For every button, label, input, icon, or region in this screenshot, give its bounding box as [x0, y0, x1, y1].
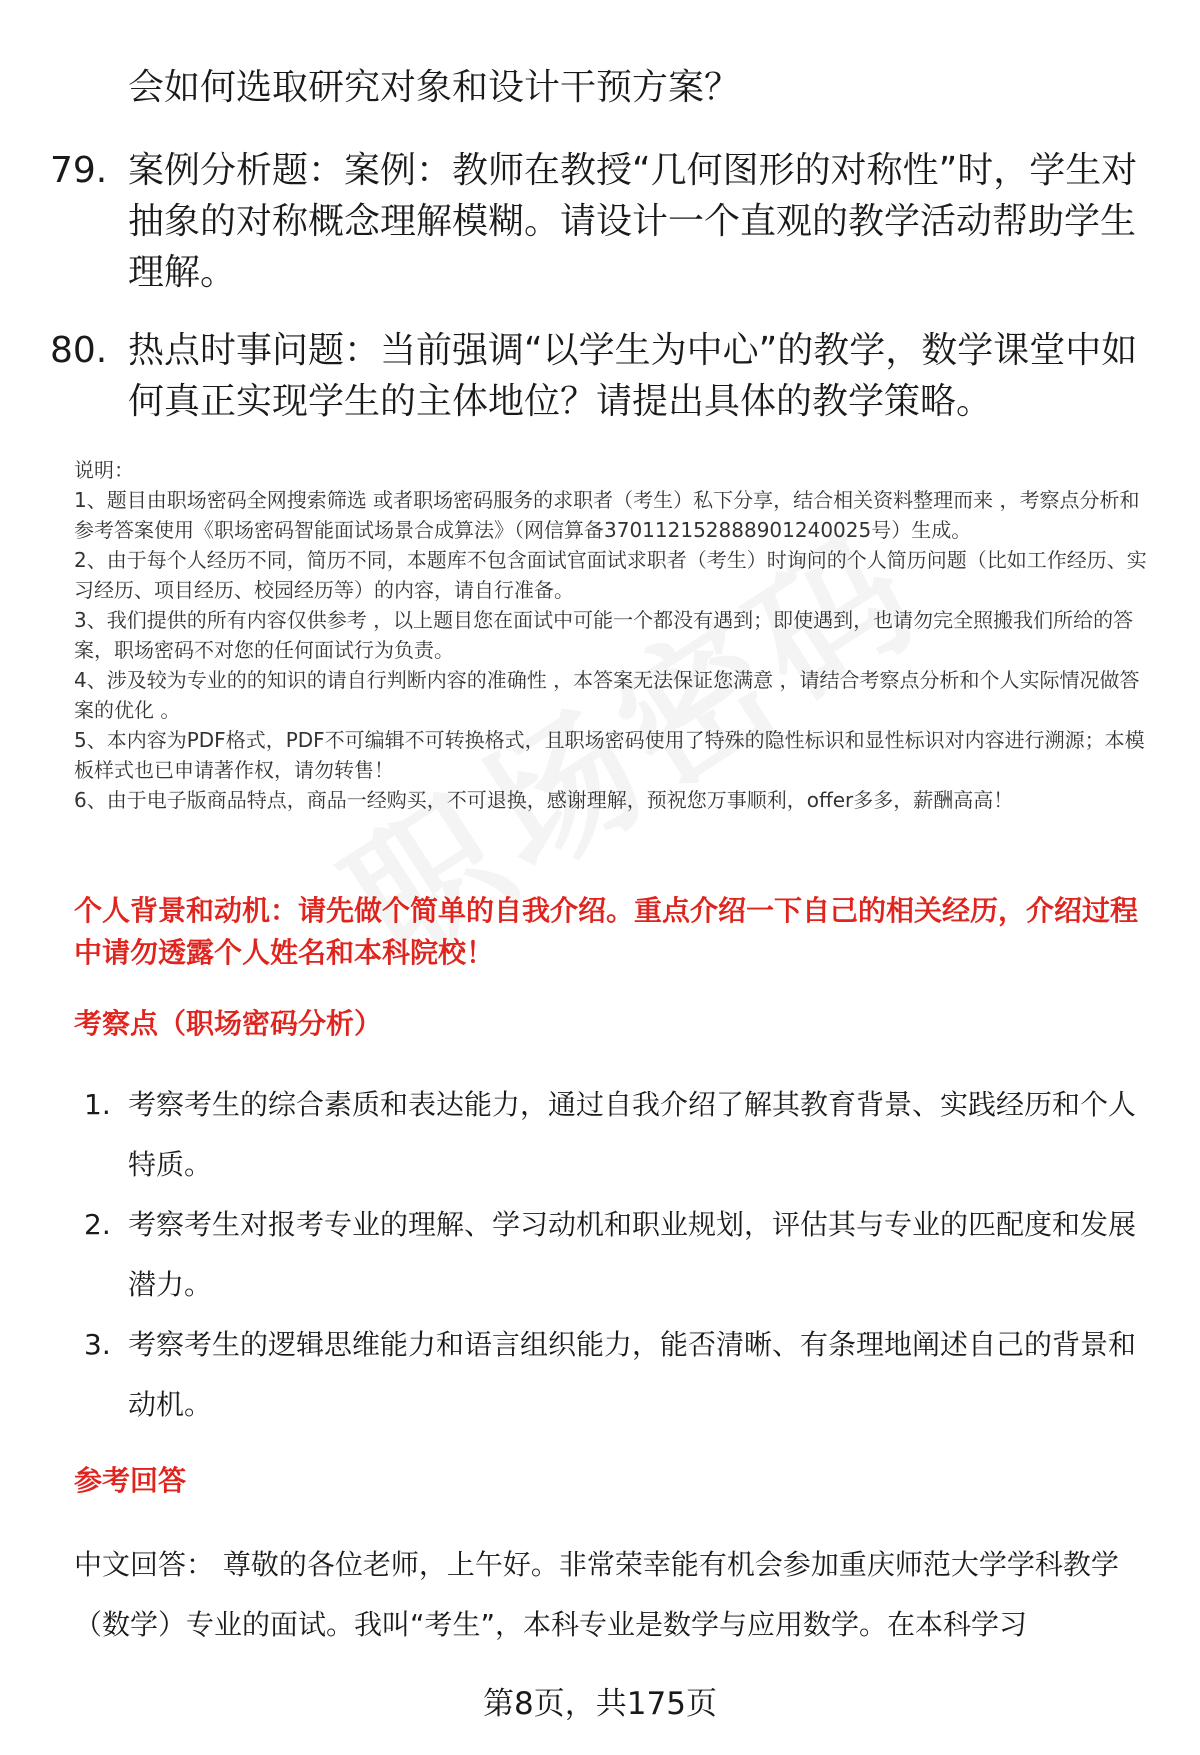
- reference-answer-title: 参考回答: [74, 1464, 187, 1497]
- question-80: [50, 325, 1140, 427]
- list-item: [84, 1195, 1154, 1315]
- key-points-list: [84, 1075, 1154, 1435]
- list-item-text: 考察考生对报考专业的理解、学习动机和职业规划，评估其与专业的匹配度和发展潜力。: [128, 1208, 1137, 1301]
- note-item: 1、题目由职场密码全网搜索筛选 或者职场密码服务的求职者（考生）私下分享，结合相关资料整理而来 ，考察点分析和参考答案使用《职场密码智能面试场景合成算法》（网信算备370112152888901240025号）生成。: [74, 488, 1140, 542]
- reference-answer-text: 中文回答： 尊敬的各位老师，上午好。非常荣幸能有机会参加重庆师范大学学科教学（数学）专业的面试。我叫“考生”，本科专业是数学与应用数学。在本科学习: [74, 1548, 1119, 1641]
- list-item-text: 考察考生的逻辑思维能力和语言组织能力，能否清晰、有条理地阐述自己的背景和动机。: [128, 1328, 1137, 1421]
- question-79: [50, 145, 1140, 298]
- question-continuation: 会如何选取研究对象和设计干预方案？: [128, 67, 741, 108]
- note-item: 5、本内容为PDF格式，PDF不可编辑不可转换格式，且职场密码使用了特殊的隐性标识和显性标识对内容进行溯源；本模板样式也已申请著作权，请勿转售！: [74, 728, 1145, 782]
- note-item: 2、由于每个人经历不同，简历不同，本题库不包含面试官面试求职者（考生）时询问的个人简历问题（比如工作经历、实习经历、项目经历、校园经历等）的内容，请自行准备。: [74, 548, 1147, 602]
- notes-section: [74, 455, 1154, 815]
- key-points-title: 考察点（职场密码分析）: [74, 1007, 383, 1040]
- note-item: 6、由于电子版商品特点，商品一经购买，不可退换，感谢理解，预祝您万事顺利，offer多多，薪酬高高！: [74, 788, 1014, 812]
- list-item-number: 3.: [84, 1328, 111, 1361]
- note-item: 4、涉及较为专业的的知识的请自行判断内容的准确性 ，本答案无法保证您满意 ，请结合考察点分析和个人实际情况做答案的优化 。: [74, 668, 1140, 722]
- list-item-number: 2.: [84, 1208, 111, 1241]
- question-text: 热点时事问题：当前强调“以学生为中心”的教学，数学课堂中如何真正实现学生的主体地位？请提出具体的教学策略。: [128, 330, 1138, 422]
- list-item-text: 考察考生的综合素质和表达能力，通过自我介绍了解其教育背景、实践经历和个人特质。: [128, 1088, 1137, 1181]
- list-item-number: 1.: [84, 1088, 111, 1121]
- question-text: 案例分析题：案例：教师在教授“几何图形的对称性”时，学生对抽象的对称概念理解模糊。请设计一个直观的教学活动帮助学生理解。: [128, 150, 1138, 293]
- note-item: 3、我们提供的所有内容仅供参考 ，以上题目您在面试中可能一个都没有遇到；即使遇到，也请勿完全照搬我们所给的答案，职场密码不对您的任何面试行为负责。: [74, 608, 1134, 662]
- list-item: [84, 1315, 1154, 1435]
- question-number: 80.: [50, 330, 108, 371]
- page-number: 第8页，共175页: [483, 1686, 717, 1722]
- intro-question: 个人背景和动机：请先做个简单的自我介绍。重点介绍一下自己的相关经历，介绍过程中请勿透露个人姓名和本科院校！: [74, 894, 1139, 969]
- question-number: 79.: [50, 150, 108, 191]
- list-item: [84, 1075, 1154, 1195]
- notes-title: 说明：: [74, 458, 134, 482]
